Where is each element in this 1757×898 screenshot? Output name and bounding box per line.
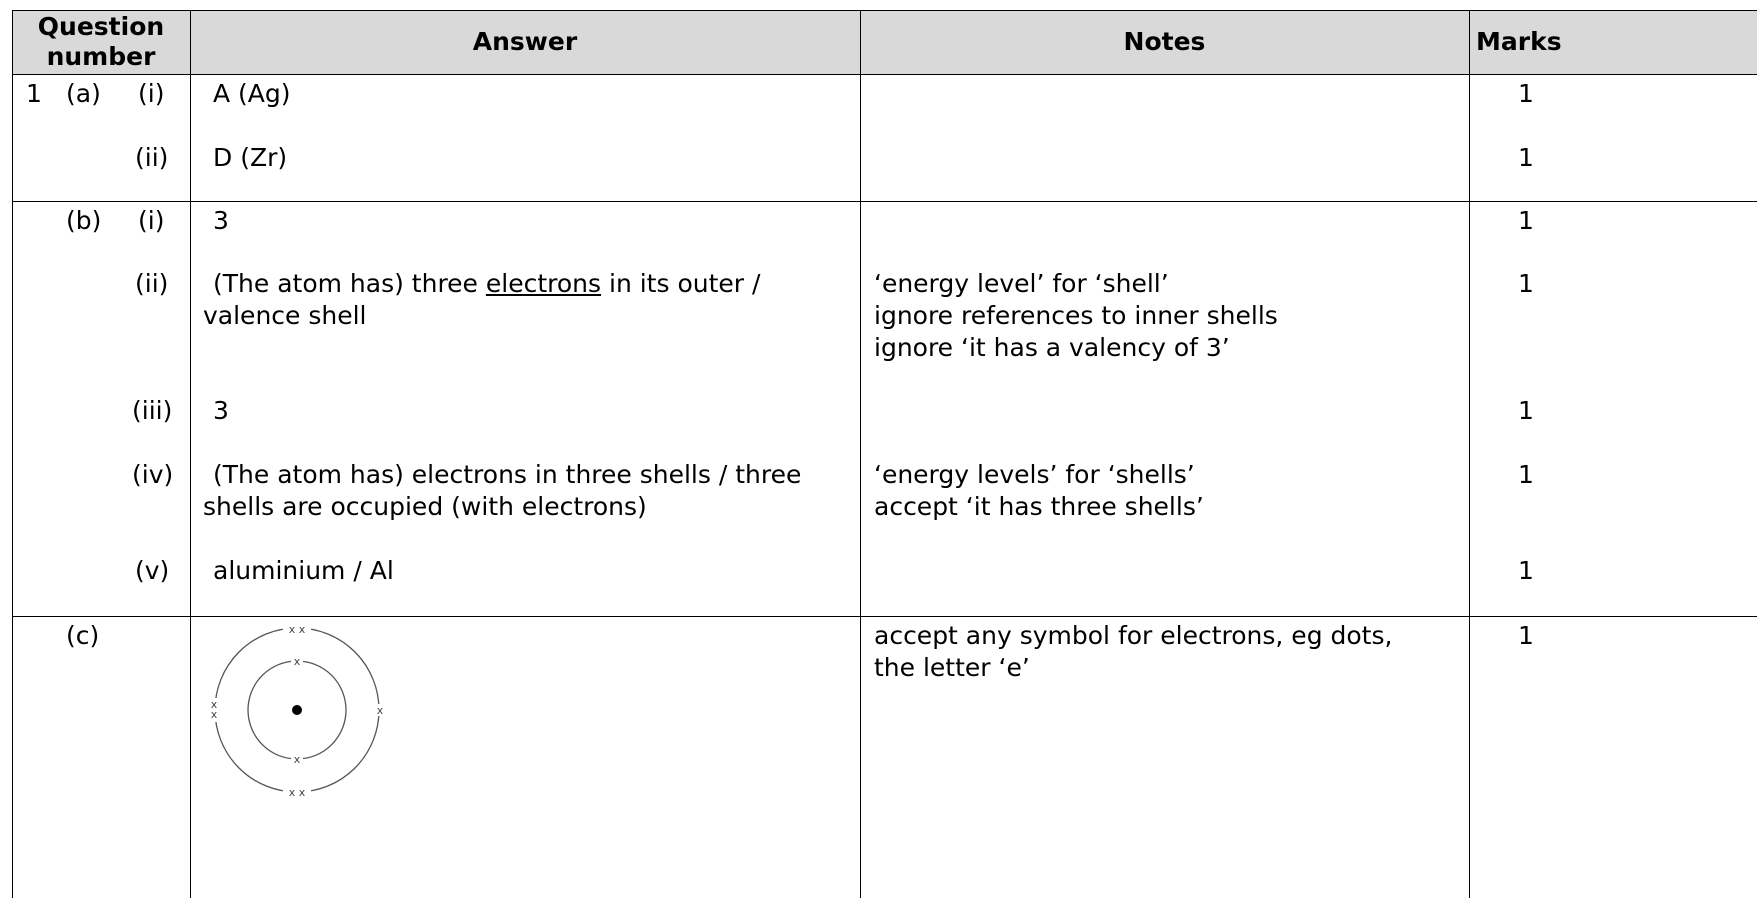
answer-text: (The atom has) three: [213, 269, 486, 298]
marks-b-iii: 1: [1518, 396, 1534, 425]
answer-b-i: 3: [213, 206, 229, 235]
nucleus-dot: [292, 705, 302, 715]
question-number: 1: [26, 79, 42, 108]
header-notes: Notes: [1123, 27, 1206, 56]
question-sub-v: (v): [135, 556, 170, 585]
marks-a-ii: 1: [1518, 143, 1534, 172]
electron-marker: x: [298, 623, 306, 636]
electron-marker: x: [298, 786, 306, 799]
notes-c-line2: the letter ‘e’: [874, 653, 1030, 682]
header-question-number-line2: number: [46, 42, 156, 71]
question-part-c: (c): [66, 621, 100, 650]
answer-b-iv-line2: shells are occupied (with electrons): [203, 492, 647, 521]
answer-b-iv-line1: (The atom has) electrons in three shells / three: [213, 460, 802, 489]
answer-b-ii-line2: valence shell: [203, 301, 367, 330]
question-sub-iii: (iii): [132, 396, 173, 425]
marks-c: 1: [1518, 621, 1534, 650]
question-sub-i: (i): [138, 206, 165, 235]
electron-marker: x: [293, 655, 301, 668]
question-sub-iv: (iv): [132, 460, 174, 489]
electron-marker: x: [210, 698, 218, 711]
electron-marker: x: [376, 704, 384, 717]
header-question-number: [12, 12, 190, 72]
question-sub-ii: (ii): [135, 269, 169, 298]
marks-a-i: 1: [1518, 79, 1534, 108]
question-sub-ii: (ii): [135, 143, 169, 172]
column-divider-notes-marks: [1469, 10, 1470, 898]
answer-a-ii: D (Zr): [213, 143, 288, 172]
electron-marker: x: [288, 623, 296, 636]
electron-marker: x: [293, 753, 301, 766]
header-marks: Marks: [1476, 27, 1562, 56]
electron-marker: x: [210, 708, 218, 721]
header-divider: [12, 74, 1757, 75]
marks-b-ii: 1: [1518, 269, 1534, 298]
answer-b-v: aluminium / Al: [213, 556, 394, 585]
column-divider-question-answer: [190, 10, 191, 898]
notes-b-iv-line2: accept ‘it has three shells’: [874, 492, 1204, 521]
underlined-keyword: electrons: [485, 269, 602, 298]
answer-b-ii-line1: [213, 268, 760, 300]
header-question-number-line1: Question: [37, 12, 165, 41]
row-divider-a-b: [12, 201, 1757, 202]
notes-c-line1: accept any symbol for electrons, eg dots,: [874, 621, 1393, 650]
marks-b-v: 1: [1518, 556, 1534, 585]
electron-shell-diagram: [200, 622, 400, 898]
question-sub-i: (i): [138, 79, 165, 108]
column-divider-answer-notes: [860, 10, 861, 898]
notes-b-ii-line2: ignore references to inner shells: [874, 301, 1278, 330]
answer-b-iii: 3: [213, 396, 229, 425]
header-answer: Answer: [472, 27, 578, 56]
row-divider-b-c: [12, 616, 1757, 617]
marks-b-i: 1: [1518, 206, 1534, 235]
question-part-b: (b): [66, 206, 102, 235]
answer-text: in its outer /: [601, 269, 761, 298]
question-part-a: (a): [66, 79, 101, 108]
answer-a-i: A (Ag): [213, 79, 291, 108]
notes-b-ii-line1: ‘energy level’ for ‘shell’: [874, 269, 1169, 298]
table-top-border: [12, 10, 1757, 11]
marks-b-iv: 1: [1518, 460, 1534, 489]
electron-marker: x: [288, 786, 296, 799]
notes-b-iv-line1: ‘energy levels’ for ‘shells’: [874, 460, 1195, 489]
notes-b-ii-line3: ignore ‘it has a valency of 3’: [874, 333, 1230, 362]
table-left-border: [12, 10, 13, 898]
